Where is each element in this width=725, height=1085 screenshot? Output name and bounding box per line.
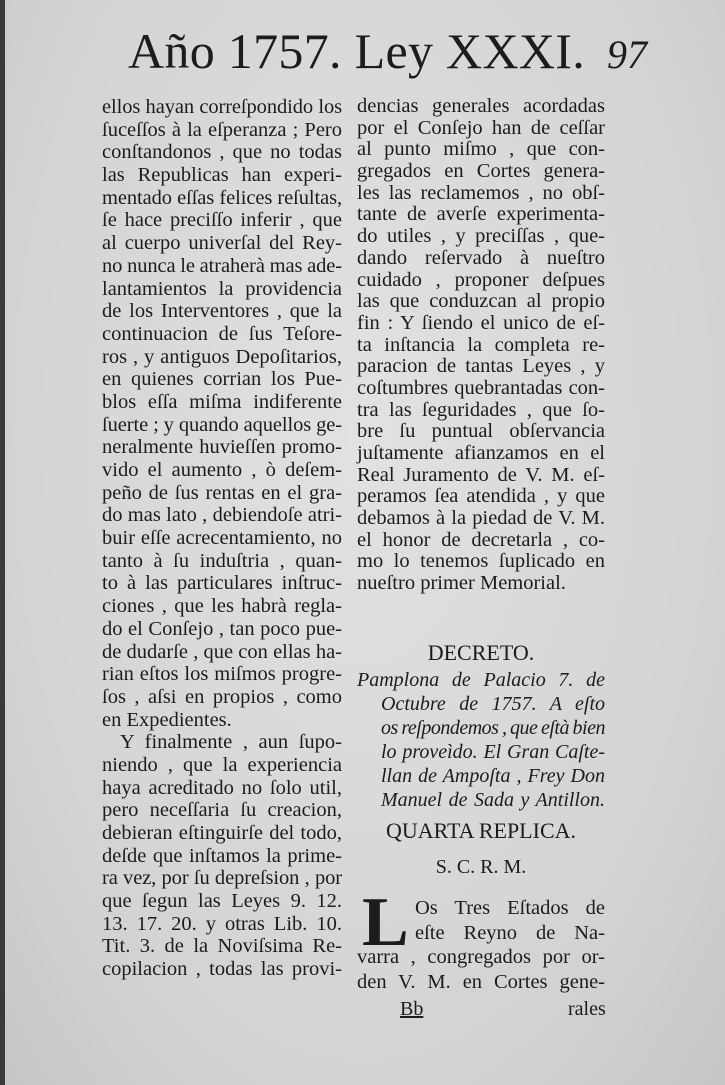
text-line: ſuerte ; y quando aquellos ge- [102,413,342,436]
text-line: 13. 17. 20. y otras Lib. 10. [102,912,342,935]
text-line: nueſtro primer Memorial. [357,572,566,595]
drop-cap: L [362,884,409,961]
text-line: que ſegun las Leyes 9. 12. [102,890,342,913]
book-spine-edge [0,0,5,1085]
text-line: les las reclamemos , no obſ- [357,181,605,204]
salutation: S. C. R. M. [435,856,527,878]
text-line: pero neceſſaria ſu creacion, [102,799,342,822]
text-line: den V. M. en Cortes gene- [357,970,605,993]
text-line: juſtamente afianzamos en el [357,442,605,464]
text-line: ſos , aſsi en propios , como [102,685,342,708]
decreto-heading: DECRETO. [427,640,535,665]
text-line: Octubre de 1757. A eſto [381,693,605,715]
text-line: en quienes corrian los Pue- [102,368,342,391]
text-line: eſte Reyno de Na- [415,921,605,944]
text-line: ra vez, por ſu depreſsion , por [102,867,342,890]
text-line: ſuceſſos à la eſperanza ; Pero [102,118,342,141]
text-line: lantamientos la providencia [102,277,342,300]
text-line: peramos ſea atendida , y que [357,485,605,508]
text-line: las que conduzcan al propio [357,290,605,313]
page-number: 97 [607,32,648,77]
decreto-text [357,668,605,812]
text-line: lo proveìdo. El Gran Caſte- [381,741,605,763]
text-line: al punto miſmo , que con- [357,138,605,161]
text-line: continuacion de ſus Teſore- [102,322,342,345]
text-line: tra las ſeguridades , que ſo- [357,398,605,421]
right-column [357,96,605,595]
text-line: bre ſu puntual obſervancia [357,420,605,443]
text-line: do el Conſejo , tan poco pue- [102,617,342,640]
text-line: ciones , que les habrà regla- [102,595,342,618]
text-line: buir eſſe acrecentamiento, no [102,527,342,550]
text-line: dencias generales acordadas [357,95,605,117]
text-line: debamos à la piedad de V. M. [357,507,605,530]
text-line: to à las particulares inſtruc- [102,572,342,595]
text-line: do mas lato , debiendoſe atri- [102,504,342,527]
text-line: Pamplona de Palacio 7. de [357,669,605,691]
text-line: debieran eſtinguirſe del todo, [102,822,342,844]
text-line: en Expedientes. [102,708,232,731]
signature-mark: Bb [400,998,424,1020]
text-line: ſe hace preciſſo inferir , que [102,209,342,232]
text-line: mo lo tenemos ſuplicado en [357,550,605,573]
header-title: Año 1757. Ley XXXI. [128,23,586,79]
text-line: tante de averſe experimenta- [357,203,605,226]
text-line: el honor de decretarla , co- [357,528,605,551]
text-line: Os Tres Eſtados de [415,897,605,919]
text-line: rian eſtos los miſmos progre- [102,663,342,686]
text-line: dando reſervado à nueſtro [357,246,605,269]
text-line: ta inſtancia la completa re- [357,333,605,356]
text-line: al cuerpo univerſal del Rey- [102,232,342,255]
text-line: blos eſſa miſma indiferente [102,390,342,413]
quarta-replica-heading: QUARTA REPLICA. [385,818,577,843]
text-line: Y finalmente , aun ſupo- [120,731,342,754]
text-line: haya acreditado no ſolo util, [102,776,342,799]
text-line: llan de Ampoſta , Frey Don [381,765,605,787]
text-line: las Republicas han experi- [102,164,342,187]
text-line: os reſpondemos , que eſtà bien [381,717,605,739]
text-line: fin : Y ſiendo el unico de eſ- [357,311,605,334]
text-line: de dudarſe , que con ellas ha- [102,640,342,663]
text-line: varra , congregados por or- [357,946,605,968]
text-line: gregados en Cortes genera- [357,160,605,183]
text-line: paracion de tantas Leyes , y [357,355,605,378]
text-line: cuidado , proponer deſpues [357,268,605,291]
catchword: rales [568,998,606,1020]
text-line: coſtumbres quebrantadas con- [357,376,605,399]
text-line: copilacion , todas las provi- [102,958,342,981]
text-line: Manuel de Sada y Antillon. [381,789,605,811]
text-line: Tit. 3. de la Noviſsima Re- [102,935,342,958]
text-line: niendo , que la experiencia [102,753,342,776]
text-line: mentado eſſas felices reſultas, [102,186,342,209]
text-line: de los Interventores , que la [102,300,342,323]
text-line: deſde que inſtamos la prime- [102,844,342,867]
text-line: Real Juramento de V. M. eſ- [357,463,605,486]
text-line: neralmente huvieſſen promo- [102,436,342,459]
replica-text [357,896,605,994]
text-line: tanto à ſu induſtria , quan- [102,549,342,572]
text-line: no nunca le atraherà mas ade- [102,254,342,277]
text-line: por el Conſejo han de ceſſar [357,116,605,139]
text-line: vido el aumento , ò deſem- [102,459,342,481]
text-line: peño de ſus rentas en el gra- [102,481,342,504]
text-line: conſtandonos , que no todas [102,141,342,164]
text-line: ros , y antiguos Depoſitarios, [102,345,342,368]
left-column [102,96,342,981]
running-header [128,22,647,80]
text-line: ellos hayan correſpondido los [102,96,342,118]
text-line: do utiles , y preciſſas , que- [357,225,605,248]
